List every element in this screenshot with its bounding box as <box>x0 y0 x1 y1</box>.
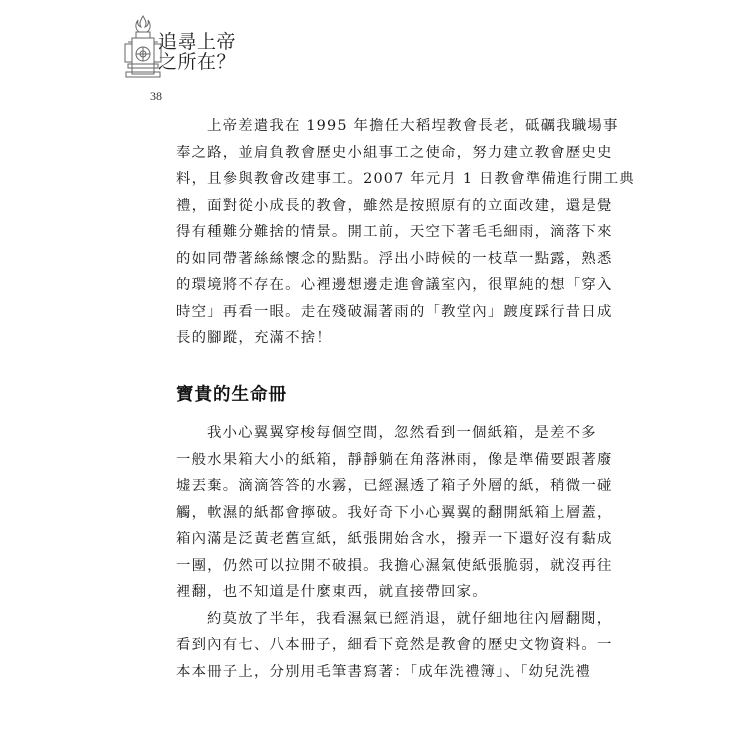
body-paragraphs <box>176 420 613 685</box>
text-line: 一團，仍然可以拉開不破損。我擔心濕氣使紙張脆弱，就沒再往 <box>176 557 613 574</box>
text-line: 我小心翼翼穿梭每個空間，忽然看到一個紙箱，是差不多 <box>207 425 597 441</box>
text-line: 觸，軟濕的紙都會擰破。我好奇下小心翼翼的翻開紙箱上層蓋， <box>176 504 613 521</box>
book-title-line: 追尋上帝 <box>158 31 237 53</box>
section-heading: 寶貴的生命冊 <box>176 385 287 405</box>
text-line: 箱內滿是泛黃老舊宣紙，紙張開始含水，撥弄一下還好沒有黏成 <box>176 531 613 547</box>
text-line: 上帝差遣我在 1995 年擔任大稻埕教會長老，砥礪我職場事 <box>207 118 619 134</box>
intro-paragraph <box>176 113 635 352</box>
book-title-line: 之所在？ <box>158 51 237 73</box>
text-line: 裡翻，也不知道是什麼東西，就直接帶回家。 <box>176 584 488 600</box>
text-line: 的如同帶著絲絲懷念的點點。浮出小時候的一枝草一點露，熟悉 <box>176 250 613 267</box>
text-line: 得有種難分難捨的情景。開工前，天空下著毛毛細雨，滴落下來 <box>176 224 613 240</box>
text-line: 看到內有七、八本冊子，細看下竟然是教會的歷史文物資料。一 <box>176 637 613 653</box>
text-line: 長的腳蹤，充滿不捨！ <box>176 330 332 346</box>
text-line: 本本冊子上，分別用毛筆書寫著：「成年洗禮簿」、「幼兒洗禮 <box>176 663 591 680</box>
page-number: 38 <box>150 89 162 103</box>
text-line: 奉之路，並肩負教會歷史小組事工之使命，努力建立教會歷史史 <box>176 144 613 161</box>
text-line: 約莫放了半年，我看濕氣已經消退，就仔細地往內層翻閱， <box>207 610 613 627</box>
text-line: 禮，面對從小成長的教會，雖然是按照原有的立面改建，還是覺 <box>176 197 613 214</box>
text-line: 墟丟棄。滴滴答答的水霧，已經濕透了箱子外層的紙，稍微一碰 <box>176 478 613 494</box>
book-title <box>158 32 236 72</box>
text-line: 料，且參與教會改建事工。2007 年元月 1 日教會準備進行開工典 <box>176 171 635 187</box>
text-line: 時空」再看一眼。走在殘破漏著雨的「教堂內」踱度踩行昔日成 <box>176 303 613 320</box>
text-line: 一般水果箱大小的紙箱，靜靜躺在角落淋雨，像是準備要跟著廢 <box>176 451 613 468</box>
text-line: 的環境將不存在。心裡邊想邊走進會議室內，很單純的想「穿入 <box>176 277 613 293</box>
